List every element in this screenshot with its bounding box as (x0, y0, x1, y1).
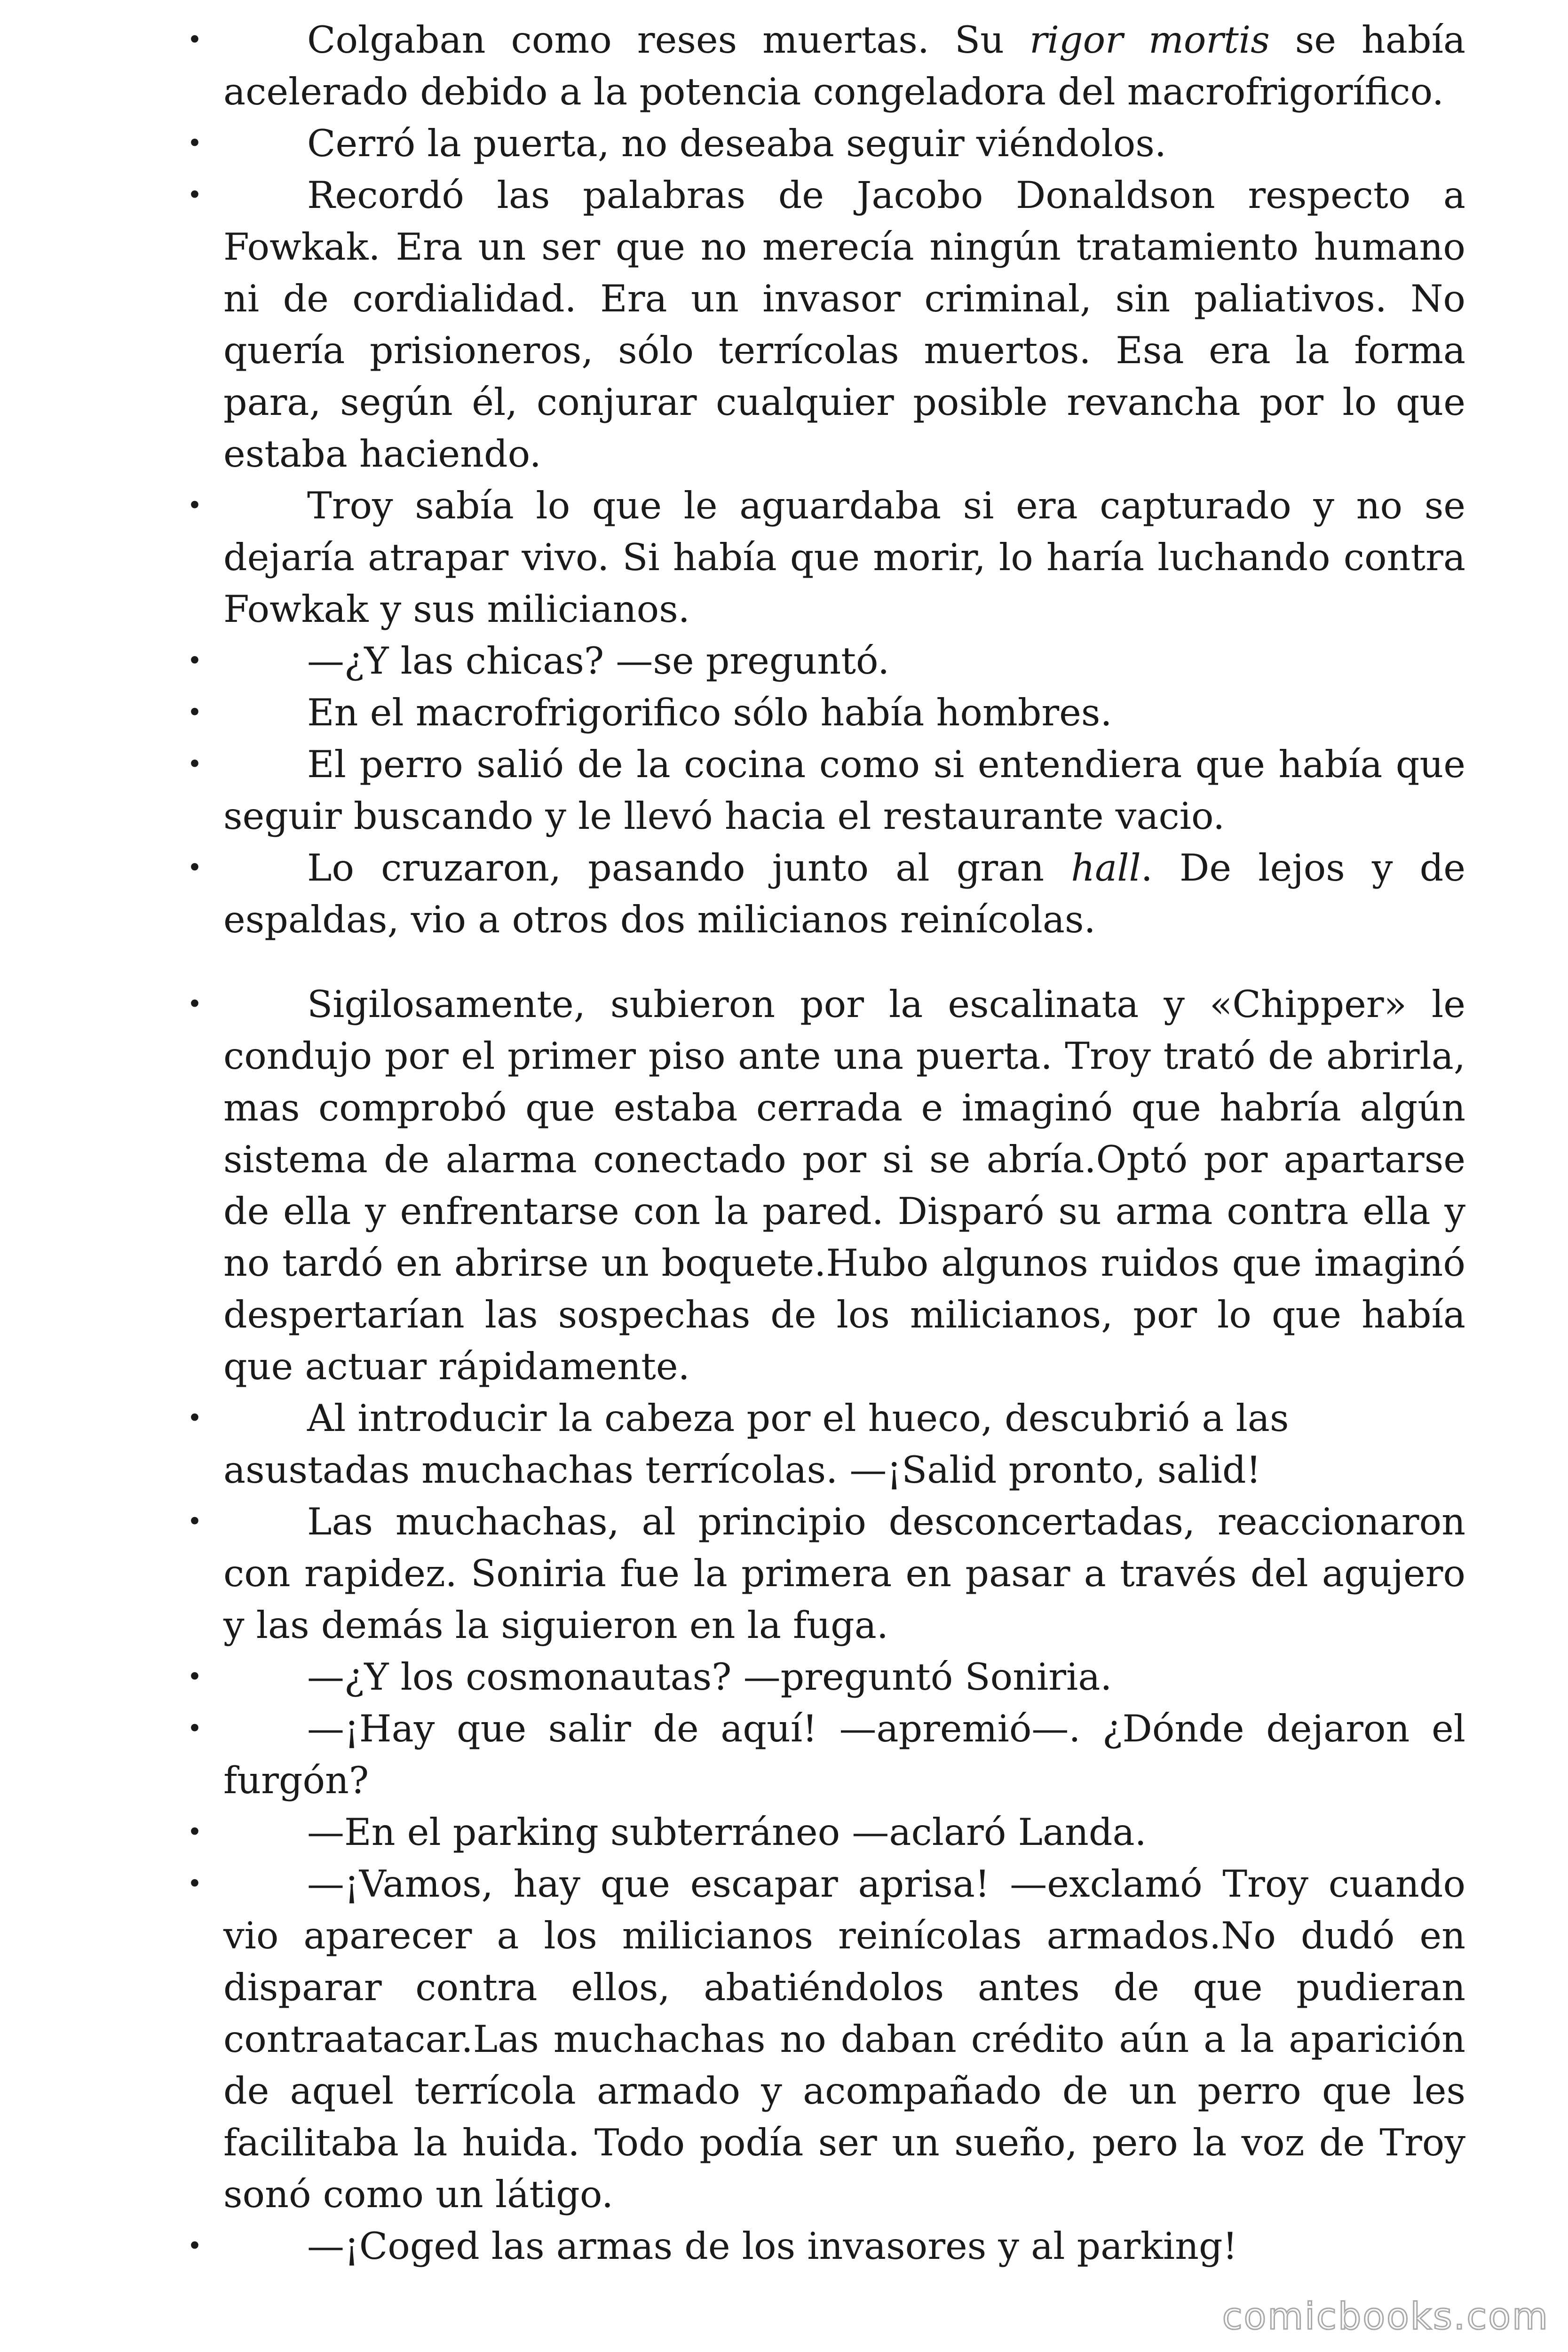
paragraph-text: En el macrofrigorifico sólo había hombres. (307, 691, 1112, 734)
bullet-icon: • (187, 853, 202, 882)
watermark-logo: comicbooks.com (1222, 2296, 1549, 2338)
paragraph (0, 978, 1568, 1392)
paragraph (0, 2220, 1568, 2272)
bullet-icon: • (187, 989, 202, 1019)
paragraph-text: Al introducir la cabeza por el hueco, descubrió a las asustadas muchachas terrícolas. —¡Salid pronto, salid! (223, 1397, 1289, 1492)
paragraph-text: El perro salió de la cocina como si entendiera que había que seguir buscando y le llevó hacia el restaurante vacio. (223, 743, 1465, 838)
bullet-icon: • (187, 1714, 202, 1743)
paragraph (0, 842, 1568, 946)
paragraph (0, 687, 1568, 739)
paragraph-text: —¡Vamos, hay que escapar aprisa! —exclamó Troy cuando vio aparecer a los milicianos reinícolas armados.No dudó en disparar contra ellos, abatiéndolos antes de que pudieran contraatacar.Las muchachas no daban crédito aún a la aparición de aquel terrícola armado y acompañado de un perro que les facilitaba la huida. Todo podía ser un sueño, pero la voz de Troy sonó como un látigo. (223, 1862, 1465, 2216)
paragraph-text: —¿Y las chicas? —se preguntó. (307, 639, 890, 683)
bullet-icon: • (187, 1817, 202, 1847)
bullet-icon: • (187, 2231, 202, 2261)
paragraph-text: —En el parking subterráneo —aclaró Landa. (307, 1811, 1147, 1854)
paragraph-text: —¡Coged las armas de los invasores y al parking! (307, 2225, 1238, 2268)
bullet-icon: • (187, 646, 202, 675)
bullet-icon: • (187, 491, 202, 520)
bullet-icon: • (187, 1662, 202, 1692)
paragraph (0, 1651, 1568, 1703)
bullet-icon: • (187, 749, 202, 779)
paragraph (0, 1806, 1568, 1858)
bullet-icon: • (187, 180, 202, 210)
paragraph-text: Troy sabía lo que le aguardaba si era capturado y no se dejaría atrapar vivo. Si había que morir, lo haría luchando contra Fowkak y sus milicianos. (223, 484, 1465, 631)
paragraph-text: Lo cruzaron, pasando junto al gran (307, 846, 1071, 890)
paragraph-text: Cerró la puerta, no deseaba seguir viéndolos. (307, 122, 1166, 165)
paragraph (0, 1858, 1568, 2220)
bullet-icon: • (187, 128, 202, 158)
bullet-icon: • (187, 1507, 202, 1536)
italic-text: rigor mortis (1029, 18, 1270, 62)
section-gap (0, 946, 1568, 978)
text-column (0, 14, 1568, 2272)
paragraph-text: Las muchachas, al principio desconcertadas, reaccionaron con rapidez. Soniria fue la primera en pasar a través del agujero y las demás la siguieron en la fuga. (223, 1500, 1465, 1647)
paragraph-text: —¿Y los cosmonautas? —preguntó Soniria. (307, 1655, 1112, 1699)
paragraph (0, 14, 1568, 118)
paragraph-text: —¡Hay que salir de aquí! —apremió—. ¿Dónde dejaron el furgón? (223, 1707, 1465, 1802)
paragraph (0, 118, 1568, 169)
italic-text: hall (1071, 846, 1141, 890)
paragraph-text: Recordó las palabras de Jacobo Donaldson respecto a Fowkak. Era un ser que no merecía ningún tratamiento humano ni de cordialidad. Era un invasor criminal, sin paliativos. No quería prisioneros, sólo terrícolas muertos. Esa era la forma para, según él, conjurar cualquier posible revancha por lo que estaba haciendo. (223, 174, 1465, 476)
bullet-icon: • (187, 25, 202, 55)
bullet-icon: • (187, 698, 202, 727)
paragraph (0, 635, 1568, 687)
paragraph-text: se había acelerado debido a la potencia congeladora del macrofrigorífico. (223, 18, 1465, 113)
bullet-icon: • (187, 1403, 202, 1433)
paragraph (0, 1703, 1568, 1806)
paragraph (0, 739, 1568, 842)
paragraph-text: Sigilosamente, subieron por la escalinata y «Chipper» le condujo por el primer piso ante una puerta. Troy trató de abrirla, mas comprobó que estaba cerrada e imaginó que habría algún sistema de alarma conectado por si se abría.Optó por apartarse de ella y enfrentarse con la pared. Disparó su arma contra ella y no tardó en abrirse un boquete.Hubo algunos ruidos que imaginó despertarían las sospechas de los milicianos, por lo que había que actuar rápidamente. (223, 983, 1465, 1388)
paragraph-text: Colgaban como reses muertas. Su (307, 18, 1029, 62)
paragraph (0, 480, 1568, 635)
bullet-icon: • (187, 1869, 202, 1899)
paragraph-text: . De lejos y de espaldas, vio a otros dos milicianos reinícolas. (223, 846, 1465, 941)
paragraph (0, 169, 1568, 480)
paragraph (0, 1392, 1568, 1496)
paragraph (0, 1496, 1568, 1651)
